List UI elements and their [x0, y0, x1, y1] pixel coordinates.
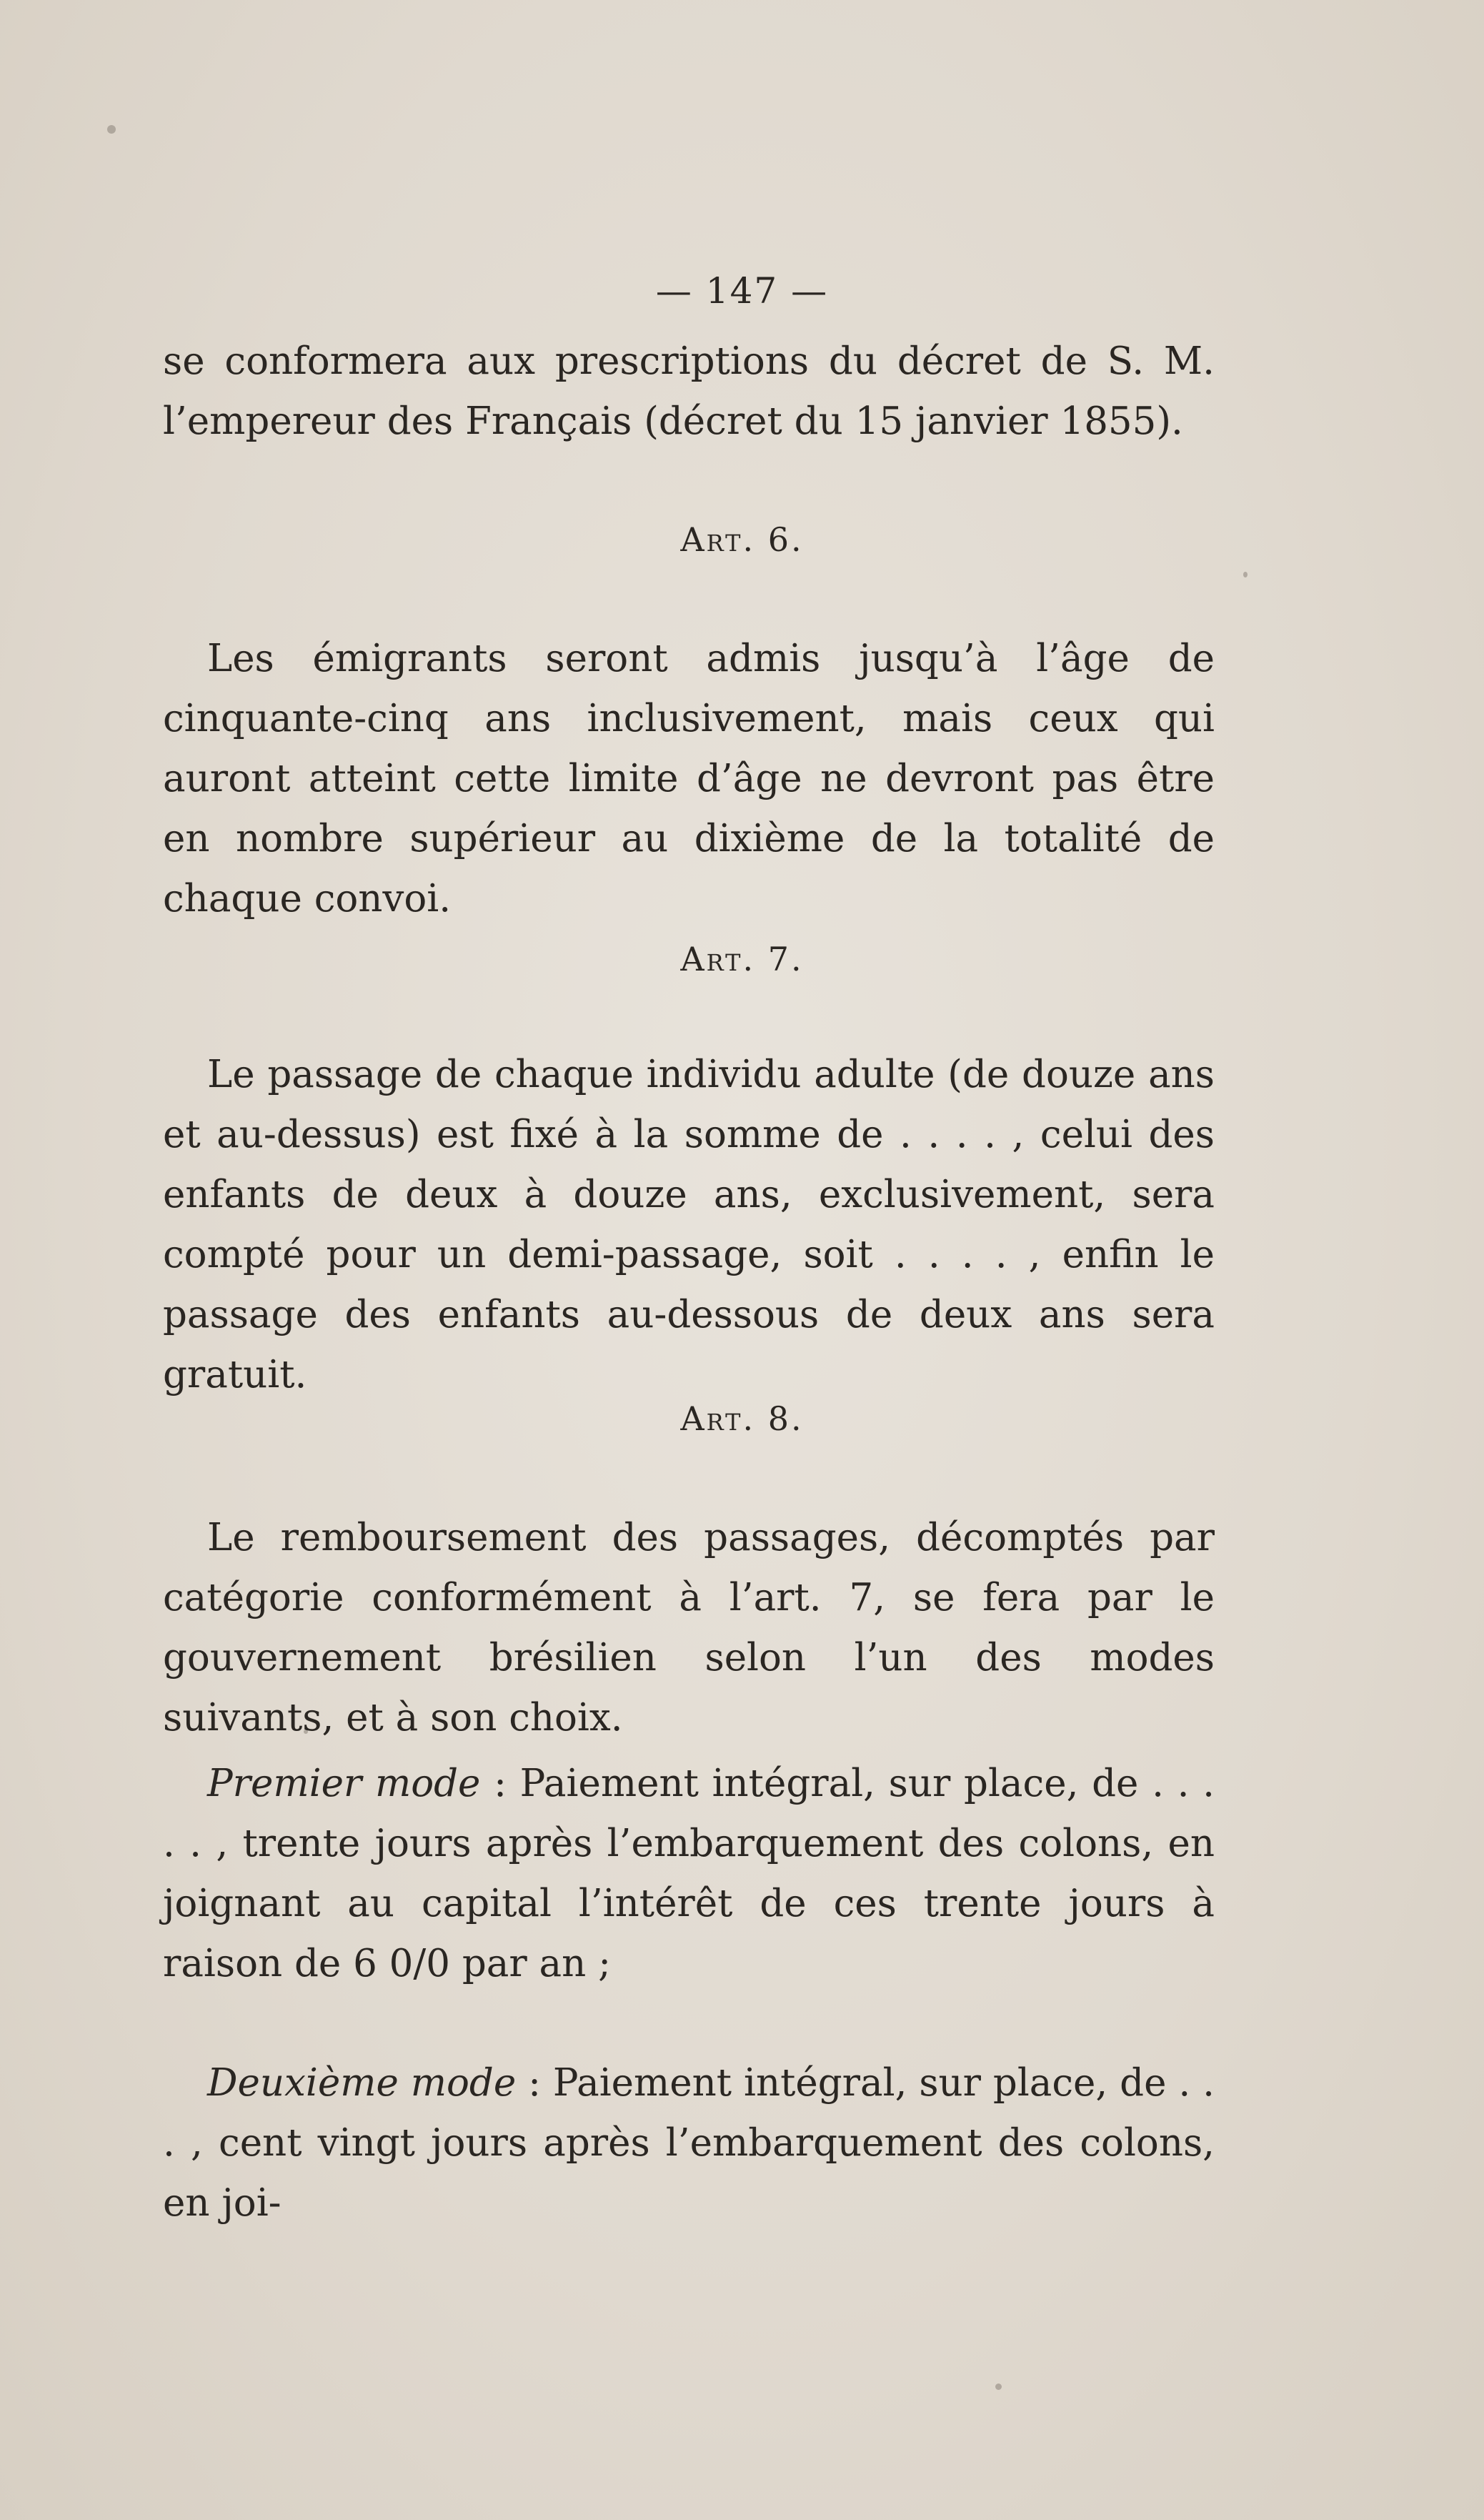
article-6-heading: Art. 6.	[680, 520, 804, 559]
article-7-paragraph: Le passage de chaque individu adulte (de douze ans et au-dessus) est fixé à la somme de . . . . , celui des enfants de deux à douze ans, exclusivement, sera compté pour un demi-passage, soit . . . . , enfin le passage des enfants au-dessous de deux ans sera gratuit.	[163, 1053, 1215, 1397]
article-8-heading: Art. 8.	[680, 1399, 804, 1438]
deuxieme-mode-text: : Paiement intégral, sur place, de . . . , cent vingt jours après l’embarquement des colons, en joi-	[163, 2061, 1215, 2225]
article-7-heading: Art. 7.	[680, 940, 804, 978]
article-6-paragraph: Les émigrants seront admis jusqu’à l’âge de cinquante-cinq ans inclusivement, mais ceux qui auront atteint cette limite d’âge ne devront pas être en nombre supérieur au dixième de la totalité de chaque convoi.	[163, 637, 1215, 921]
paper-speck	[995, 2383, 1002, 2390]
premier-mode-label: Premier mode	[207, 1762, 481, 1805]
deuxieme-mode-label: Deuxième mode	[207, 2061, 517, 2105]
deuxieme-mode-paragraph	[163, 2053, 1215, 2233]
paper-speck	[107, 125, 116, 134]
paper-speck	[1243, 572, 1248, 577]
page-number: — 147 —	[655, 270, 829, 312]
premier-mode-text: : Paiement intégral, sur place, de . . . . . , trente jours après l’embarquement des colons, en joignant au capital l’intérêt de ces trente jours à raison de 6 0/0 par an ;	[163, 1762, 1215, 1985]
premier-mode-paragraph	[163, 1754, 1215, 1994]
paragraph-continuation: se conformera aux prescriptions du décret de S. M. l’empereur des Français (décret du 15 janvier 1855).	[163, 339, 1215, 443]
article-8-paragraph: Le remboursement des passages, décomptés par catégorie conformément à l’art. 7, se fera par le gouvernement brésilien selon l’un des modes suivants, et à son choix.	[163, 1516, 1215, 1740]
